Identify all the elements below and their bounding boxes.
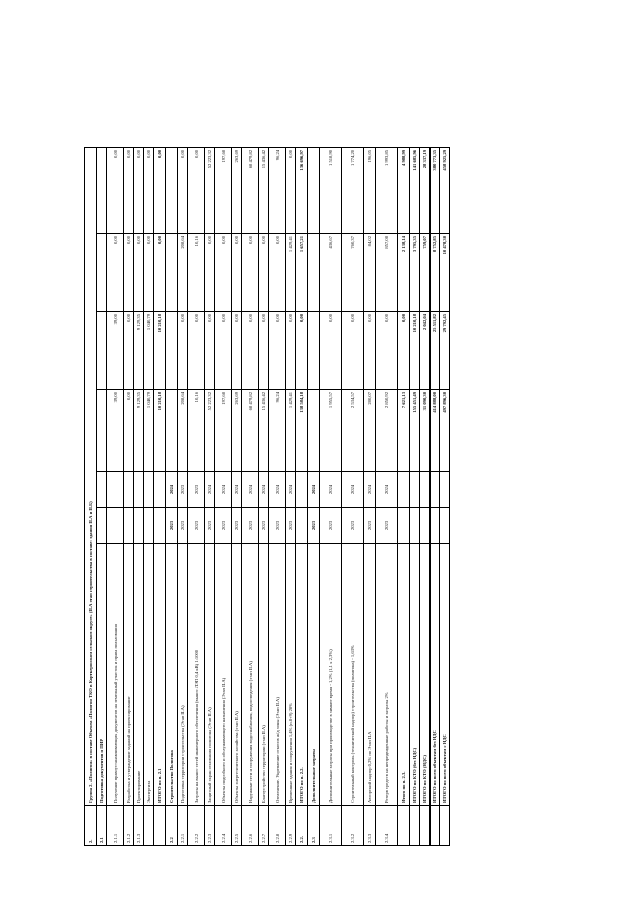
total-cost: 39,00	[107, 390, 124, 472]
table-row	[376, 147, 398, 845]
table-row	[398, 147, 410, 845]
table-row	[178, 147, 188, 845]
cost-col-2: 0,00	[242, 234, 259, 312]
end-year: 2024	[308, 472, 320, 508]
cost-col-2: 0,00	[107, 234, 124, 312]
start-year: 2023	[342, 508, 364, 544]
cost-col-3: 263,69	[232, 147, 242, 233]
item-name: Озеленение. Укрепление откосов ж/д зоны (Этап II.А)	[269, 544, 286, 806]
table-row	[308, 147, 320, 845]
table-row	[205, 147, 215, 845]
cost-col-2: 759,07	[420, 234, 430, 312]
cost-col-1: 0,00	[124, 312, 134, 390]
cost-col-1: 9 129,35	[134, 312, 144, 390]
cost-col-2: 436,67	[320, 234, 342, 312]
item-name: Итого по п. 2.3.	[398, 544, 410, 806]
cost-col-2: 0,00	[144, 234, 154, 312]
item-name: Разработка и утверждение заданий на проектирование	[124, 544, 134, 806]
cost-col-2	[97, 234, 107, 312]
item-code: 2.3.2	[342, 806, 364, 846]
cost-col-2: 208,64	[178, 234, 188, 312]
start-year: 2023	[242, 508, 259, 544]
start-year: 2023	[215, 508, 232, 544]
start-year	[296, 508, 308, 544]
end-year: 2024	[232, 472, 242, 508]
start-year: 2023	[232, 508, 242, 544]
table-row	[166, 147, 178, 845]
total-cost: 96,24	[269, 390, 286, 472]
item-name: Объекты подсобного и обслуживающего назначения (Этап II.А)	[215, 544, 232, 806]
cost-col-1: 25 511,82	[430, 312, 440, 390]
cost-col-2: 10,16	[188, 234, 205, 312]
end-year	[296, 472, 308, 508]
end-year: 2024	[269, 472, 286, 508]
cost-col-2: 84,02	[364, 234, 376, 312]
total-cost: 15 436,42	[259, 390, 269, 472]
cost-col-3: 0,00	[154, 147, 166, 233]
item-name: ИТОГО по всем объектам без НДС	[430, 544, 440, 806]
total-cost: 497 896,30	[440, 390, 450, 472]
cost-col-1: 0,00	[269, 312, 286, 390]
cost-col-2: 1 657,21	[296, 234, 308, 312]
item-code	[440, 806, 450, 846]
start-year: 2023	[205, 508, 215, 544]
cost-table	[84, 147, 450, 846]
cost-col-2: 0,00	[124, 234, 134, 312]
table-row	[286, 147, 296, 845]
cost-col-1: 0,00	[188, 312, 205, 390]
end-year: 2024	[259, 472, 269, 508]
total-cost: 263,69	[232, 390, 242, 472]
cost-col-1: 0,00	[320, 312, 342, 390]
cost-col-3: 52 223,32	[205, 147, 215, 233]
start-year: 2023	[320, 508, 342, 544]
item-name: Наружные сети и сооружения водоснабжения, водоотведения (этап II.А)	[242, 544, 259, 806]
cost-col-2: 0,00	[259, 234, 269, 312]
total-cost: 10,16	[188, 390, 205, 472]
table-row	[242, 147, 259, 845]
total-cost: 9 129,35	[134, 390, 144, 472]
cost-col-1: 0,00	[364, 312, 376, 390]
cost-col-1: 29 792,45	[440, 312, 450, 390]
cost-col-3: 1 774,20	[342, 147, 364, 233]
table-row	[215, 147, 232, 845]
end-year: 2024	[320, 472, 342, 508]
table-row	[144, 147, 154, 845]
cost-col-1: 39,00	[107, 312, 124, 390]
item-name: Защитный экран основания полигона (Этап II.А)	[205, 544, 215, 806]
cost-col-2	[308, 234, 320, 312]
cost-col-3: 0,00	[107, 147, 124, 233]
item-code: 2.2	[166, 806, 178, 846]
end-year	[124, 472, 134, 508]
cost-col-1: 0,00	[286, 312, 296, 390]
total-cost: 52 223,32	[205, 390, 215, 472]
cost-col-2: 760,37	[342, 234, 364, 312]
cost-col-3: 1 518,90	[320, 147, 342, 233]
item-name: Строительный контроль (технический надзор) строительства (полигона) - 1,63%	[342, 544, 364, 806]
end-year: 2024	[242, 472, 259, 508]
end-year: 2024	[342, 472, 364, 508]
cost-col-2: 3 795,35	[410, 234, 420, 312]
item-name: ИТОГО по КТО (без НДС)	[410, 544, 420, 806]
cost-col-2: 0,00	[232, 234, 242, 312]
table-row	[124, 147, 134, 845]
total-cost: 7 621,13	[398, 390, 410, 472]
table-row	[296, 147, 308, 845]
total-cost: 138 584,18	[296, 390, 308, 472]
table-row	[85, 147, 97, 845]
total-cost: 1 429,41	[286, 390, 296, 472]
total-cost: 155 451,49	[410, 390, 420, 472]
cost-col-2: 8 752,85	[430, 234, 440, 312]
total-cost: 208,64	[178, 390, 188, 472]
item-code: 2.2.9	[286, 806, 296, 846]
table-row	[364, 147, 376, 845]
item-code: 2.3	[308, 806, 320, 846]
start-year: 2023	[376, 508, 398, 544]
end-year	[420, 472, 430, 508]
end-year	[107, 472, 124, 508]
cost-col-3: 68 479,82	[242, 147, 259, 233]
cost-col-1: 0,00	[398, 312, 410, 390]
cost-col-3: 28 337,19	[420, 147, 430, 233]
table-row	[420, 147, 430, 845]
cost-col-2: 2 138,14	[398, 234, 410, 312]
start-year	[134, 508, 144, 544]
cost-col-1: 0,00	[215, 312, 232, 390]
cost-col-3: 0,00	[134, 147, 144, 233]
cost-col-2: 1 429,41	[286, 234, 296, 312]
cost-col-2: 10 478,30	[440, 234, 450, 312]
cost-col-1: 0,00	[178, 312, 188, 390]
start-year: 2023	[166, 508, 178, 544]
item-name: Строительство Полигона	[166, 544, 178, 806]
start-year	[124, 508, 134, 544]
cost-col-3: 0,00	[144, 147, 154, 233]
total-cost: 2 534,57	[342, 390, 364, 472]
cost-col-3: 96,24	[269, 147, 286, 233]
item-name: Объекты энергетического хозяйства (этап II.А)	[232, 544, 242, 806]
item-name: Получение правоустанавливающих документов на земельный участок и права пользования	[107, 544, 124, 806]
item-code: 2.2.	[296, 806, 308, 846]
cost-col-3: 136 696,97	[296, 147, 308, 233]
table-row	[320, 147, 342, 845]
item-code: 2.1.3	[134, 806, 144, 846]
cost-col-3: 4 988,99	[398, 147, 410, 233]
item-name: ИТОГО по п. 2.2.	[296, 544, 308, 806]
item-name: Дополнительные затраты при производстве в зимнее время - 1,2% (1,1 х 2,3%)	[320, 544, 342, 806]
total-cost: 197,68	[215, 390, 232, 472]
start-year	[410, 508, 420, 544]
total-cost	[166, 390, 178, 472]
end-year	[440, 472, 450, 508]
start-year: 2023	[364, 508, 376, 544]
total-cost: 2 850,92	[376, 390, 398, 472]
item-name: Подготовка территории строительства (Этап II.А)	[178, 544, 188, 806]
total-cost: 68 479,82	[242, 390, 259, 472]
end-year: 2024	[205, 472, 215, 508]
cost-col-3: 15 436,42	[259, 147, 269, 233]
item-name: ИТОГО по п. 2.1	[154, 544, 166, 806]
start-year	[107, 508, 124, 544]
cost-col-3: 458 925,29	[440, 147, 450, 233]
item-code: 2.1.2	[124, 806, 134, 846]
end-year	[430, 472, 440, 508]
cost-col-1: 10 210,18	[154, 312, 166, 390]
cost-col-1	[308, 312, 320, 390]
item-name: Затраты на вынос сетей инженерного обеспечения (вынос ЛЭП 0,4 кВ) 1:1000	[188, 544, 205, 806]
end-year: 2024	[376, 472, 398, 508]
table-row	[342, 147, 364, 845]
item-code: 2.1.1	[107, 806, 124, 846]
start-year	[440, 508, 450, 544]
total-cost: 414 888,00	[430, 390, 440, 472]
cost-col-1: 10 210,18	[410, 312, 420, 390]
item-name: Авторский надзор 0,2% по Этап II.А	[364, 544, 376, 806]
item-name: ИТОГО по КТО (НДС)	[420, 544, 430, 806]
cost-col-3: 0,00	[286, 147, 296, 233]
item-name: Дополнительные затраты	[308, 544, 320, 806]
item-code: 2.3.1	[320, 806, 342, 846]
table-row	[440, 147, 450, 845]
total-cost: 0,00	[124, 390, 134, 472]
start-year: 2023	[259, 508, 269, 544]
cost-col-2: 0,00	[269, 234, 286, 312]
item-name: Подготовка документов и ПИР	[97, 544, 107, 806]
cost-col-2	[166, 234, 178, 312]
item-name: Резерв средств на непредвиденные работы и затраты 2%	[376, 544, 398, 806]
item-name: Временные здания и сооружения 1,4% (п.8+9) 28%	[286, 544, 296, 806]
total-cost: 1 040,79	[144, 390, 154, 472]
table-row	[154, 147, 166, 845]
item-code: 2.2.4	[215, 806, 232, 846]
item-name: Благоустройство территории (этап II.А)	[259, 544, 269, 806]
start-year	[144, 508, 154, 544]
total-cost	[308, 390, 320, 472]
start-year	[430, 508, 440, 544]
end-year	[410, 472, 420, 508]
cost-col-2: 0,00	[205, 234, 215, 312]
item-code	[430, 806, 440, 846]
end-year	[154, 472, 166, 508]
start-year	[420, 508, 430, 544]
cost-col-3	[166, 147, 178, 233]
cost-col-2: 0,00	[154, 234, 166, 312]
end-year	[97, 472, 107, 508]
cost-col-2: 857,08	[376, 234, 398, 312]
end-year	[398, 472, 410, 508]
cost-col-3: 0,00	[188, 147, 205, 233]
cost-col-1: 0,00	[242, 312, 259, 390]
end-year	[134, 472, 144, 508]
item-code: 2.2.3	[205, 806, 215, 846]
cost-col-2: 0,00	[215, 234, 232, 312]
item-code: 2.3.3	[364, 806, 376, 846]
start-year: 2023	[188, 508, 205, 544]
total-cost: 10 210,18	[154, 390, 166, 472]
cost-col-3: 196,05	[364, 147, 376, 233]
cost-col-1: 0,00	[259, 312, 269, 390]
cost-col-1: 0,00	[376, 312, 398, 390]
end-year: 2023	[178, 472, 188, 508]
item-code: 2.2.8	[269, 806, 286, 846]
end-year	[144, 472, 154, 508]
start-year	[97, 508, 107, 544]
cost-col-3: 0,00	[124, 147, 134, 233]
cost-col-1: 0,00	[232, 312, 242, 390]
table-row	[259, 147, 269, 845]
cost-col-1: 0,00	[296, 312, 308, 390]
cost-col-1	[166, 312, 178, 390]
end-year: 2024	[166, 472, 178, 508]
item-code: 2.2.1	[178, 806, 188, 846]
table-row	[107, 147, 124, 845]
cost-col-3: 0,00	[178, 147, 188, 233]
total-cost: 31 090,30	[420, 390, 430, 472]
item-code	[144, 806, 154, 846]
total-cost: 280,07	[364, 390, 376, 472]
group-number: 2.	[85, 806, 97, 846]
item-code: 2.1	[97, 806, 107, 846]
item-code	[420, 806, 430, 846]
table-row	[188, 147, 205, 845]
table-row	[232, 147, 242, 845]
cost-col-3: 141 685,96	[410, 147, 420, 233]
cost-col-1: 1 040,79	[144, 312, 154, 390]
start-year: 2023	[178, 508, 188, 544]
item-name: Экспертиза	[144, 544, 154, 806]
start-year	[154, 508, 166, 544]
rotated-page	[84, 148, 447, 846]
item-code	[410, 806, 420, 846]
cost-col-1: 0,00	[342, 312, 364, 390]
cost-col-3: 1 993,85	[376, 147, 398, 233]
cost-col-3	[308, 147, 320, 233]
start-year: 2023	[269, 508, 286, 544]
item-code: 2.3.4	[376, 806, 398, 846]
cost-col-3	[97, 147, 107, 233]
cost-col-2: 0,00	[134, 234, 144, 312]
total-cost: 1 955,57	[320, 390, 342, 472]
end-year: 2024	[215, 472, 232, 508]
cost-col-1	[97, 312, 107, 390]
item-code: 2.2.5	[232, 806, 242, 846]
end-year: 2023	[188, 472, 205, 508]
cost-col-3: 380 773,35	[430, 147, 440, 233]
item-code: 2.2.2	[188, 806, 205, 846]
cost-col-1: 0,00	[205, 312, 215, 390]
item-code: 2.2.7	[259, 806, 269, 846]
item-code	[154, 806, 166, 846]
cost-col-1: 2 042,04	[420, 312, 430, 390]
total-cost	[97, 390, 107, 472]
start-year	[398, 508, 410, 544]
item-name: Проектирование	[134, 544, 144, 806]
table-row	[134, 147, 144, 845]
table-row	[410, 147, 420, 845]
cost-col-3: 197,68	[215, 147, 232, 233]
table-row	[269, 147, 286, 845]
end-year: 2024	[286, 472, 296, 508]
table-row	[430, 147, 440, 845]
rotated-table-frame	[84, 148, 447, 846]
item-name: ИТОГО по всем объектам с НДС	[440, 544, 450, 806]
item-code	[398, 806, 410, 846]
group-title: Группа 2. «Полигон» в составе Объекта «Полигон ТКО в Корткеросском сельском округе» (II.А этап строительства в составе: здания II.А и II.Б)	[85, 147, 97, 805]
end-year: 2024	[364, 472, 376, 508]
table-row	[97, 147, 107, 845]
start-year: 2023	[308, 508, 320, 544]
start-year: 2023	[286, 508, 296, 544]
item-code: 2.2.6	[242, 806, 259, 846]
